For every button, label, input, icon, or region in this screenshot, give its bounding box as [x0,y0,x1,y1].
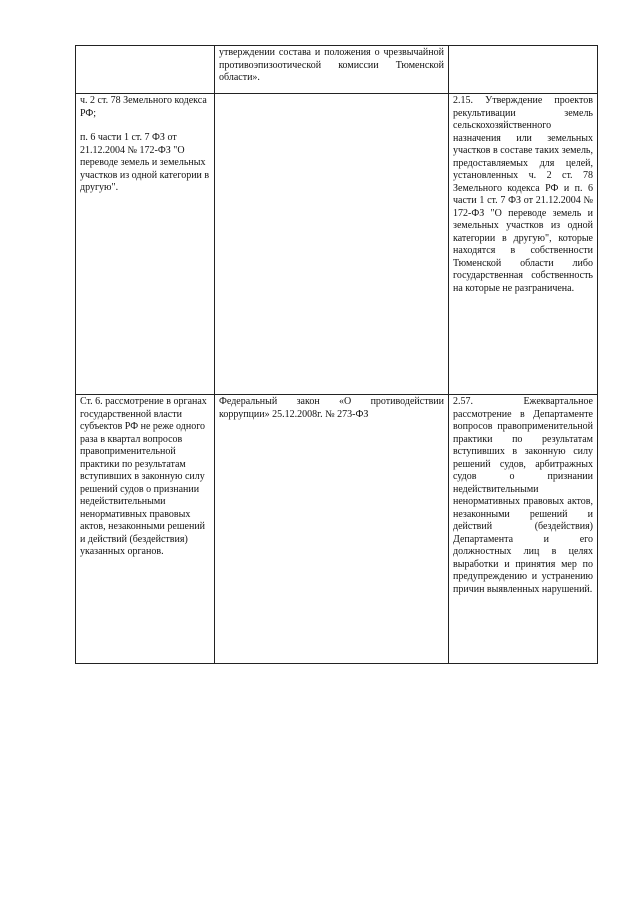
function-cell [449,94,598,395]
regulation-text: Федеральный закон «О противодействии коррупции» 25.12.2008г. № 273-ФЗ [219,396,447,420]
legal-basis-text: ч. 2 ст. 78 Земельного кодекса РФ; [80,95,210,119]
regulation-cell [215,395,449,664]
table-row [76,94,598,395]
legal-basis-cell [76,94,215,395]
paragraph-gap [80,120,210,132]
regulation-cell [215,46,449,94]
table-row [76,395,598,664]
function-text: 2.15. Утверждение проектов рекультивации земель сельскохозяйственного назначения или земельных участков в составе таких земель, предоставляемых для целей, установленных ч. 2 ст. 78 Земельного кодекса РФ и п. 6 части 1 ст. 7 ФЗ от 21.12.2004 № 172-ФЗ "О переводе земель и земельных участков из одной категории в другую", которые находятся в собственности Тюменской области либо государственная собственность на которые не разграничена. [453,95,596,294]
legal-basis-cell [76,395,215,664]
function-text: 2.57. Ежеквартальное рассмотрение в Департаменте вопросов правоприменительной практики по результатам вступивших в законную силу решений судов, арбитражных судов о признании недействительными ненормативных правовых актов, незаконными решений и действий (бездействия) Департамента и его должностных лиц в целях выработки и принятия мер по предупреждению и устранению причин выявленных нарушений. [453,396,596,595]
regulation-text: утверждении состава и положения о чрезвычайной противоэпизоотической комиссии Тюменской области». [219,47,447,83]
function-cell [449,46,598,94]
document-table [75,45,598,664]
regulation-cell [215,94,449,395]
legal-basis-cell [76,46,215,94]
legal-basis-text: Ст. 6. рассмотрение в органах государственной власти субъектов РФ не реже одного раза в квартал вопросов правоприменительной практики по результатам вступивших в законную силу решений судов о признании недействительными ненормативных правовых актов, незаконными решений и действий (бездействия) указанных органов. [80,396,210,557]
function-cell [449,395,598,664]
table-row [76,46,598,94]
legal-basis-text: п. 6 части 1 ст. 7 ФЗ от 21.12.2004 № 172-ФЗ "О переводе земель и земельных участков из одной категории в другую". [80,132,212,193]
